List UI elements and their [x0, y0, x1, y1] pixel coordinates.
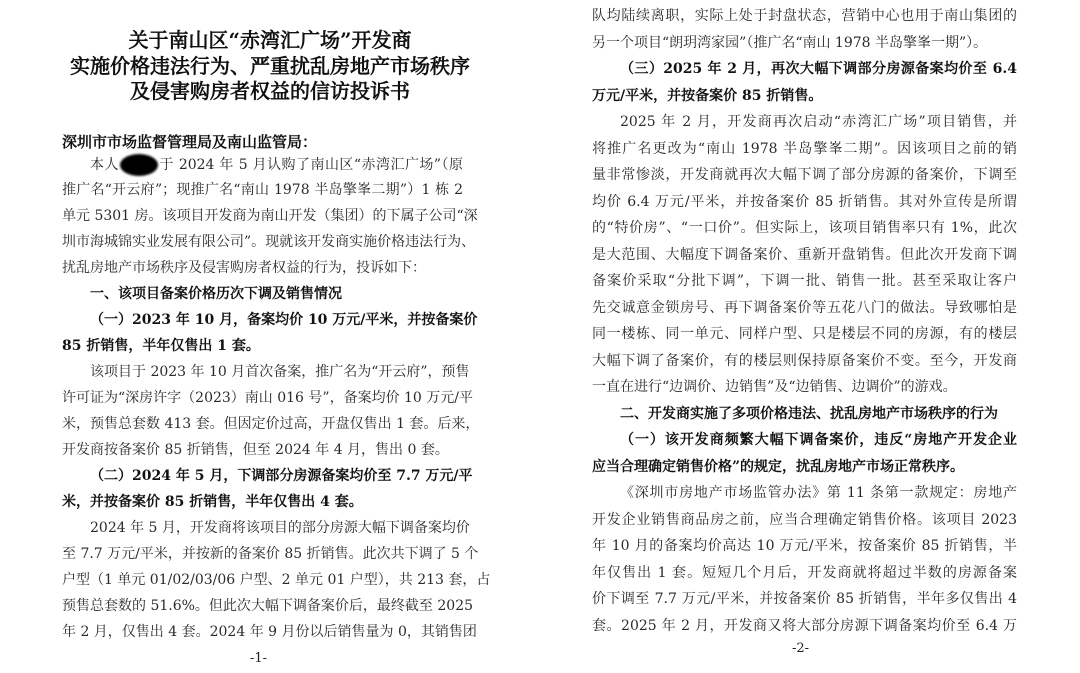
- body-line: 2025 年 2 月，开发商再次启动“赤湾汇广场”项目销售，并: [620, 114, 1017, 130]
- body-line: 备案价采取“分批下调”，下调一批、销售一批。甚至采取让客户: [592, 273, 1017, 289]
- body-line: 该项目于 2023 年 10 月首次备案，推广名为“开云府”，预售: [90, 364, 470, 380]
- body-line: 年 10 月的备案均价高达 10 万元/平米，按备案价 85 折销售，半: [592, 538, 1017, 554]
- body-line: 量非常惨淡，开发商就再次大幅下调了部分房源的备案价，下调至: [592, 167, 1017, 183]
- body-line: 年 2 月，仅售出 4 套。2024 年 9 月份以后销售量为 0，其销售团: [62, 624, 477, 640]
- body-line: 开发企业销售商品房之前，应当合理确定销售价格。该项目 2023: [592, 512, 1017, 528]
- section-heading: 二、开发商实施了多项价格违法、扰乱房地产市场秩序的行为: [620, 406, 998, 422]
- body-line: 大幅下调了备案价，有的楼层则保持原备案价不变。至今，开发商: [592, 353, 1017, 369]
- salutation: 深圳市市场监督管理局及南山监管局：: [62, 133, 318, 151]
- section-heading: 一、该项目备案价格历次下调及销售情况: [90, 286, 342, 302]
- body-line: 至 7.7 万元/平米，并按新的备案价 85 折销售。此次共下调了 5 个: [62, 546, 479, 562]
- body-line: 预售总套数的 51.6%。但此次大幅下调备案价后，最终截至 2025: [62, 598, 474, 614]
- body-line: 推广名“开云府”；现推广名“南山 1978 半岛擎峯二期”）1 栋 2: [62, 182, 463, 198]
- subsection-heading-line: （二）2024 年 5 月，下调部分房源备案均价至 7.7 万元/平: [90, 468, 473, 484]
- body-line: 套。2025 年 2 月，开发商又将大部分房源下调备案均价至 6.4 万: [592, 618, 1017, 634]
- body-line: 开发商按备案价 85 折销售，但至 2024 年 4 月，售出 0 套。: [62, 442, 449, 458]
- page-number: -2-: [792, 641, 810, 656]
- page-number: -1-: [250, 651, 268, 666]
- subsection-heading-line: 米，并按备案价 85 折销售，半年仅售出 4 套。: [62, 494, 363, 510]
- body-line: 是大范围、大幅度下调备案价、重新开盘销售。但此次开发商下调: [592, 247, 1017, 263]
- subsection-heading-line: 应当合理确定销售价格”的规定，扰乱房地产市场正常秩序。: [592, 459, 965, 475]
- subsection-heading-line: 85 折销售，半年仅售出 1 套。: [62, 338, 260, 354]
- body-line: 价下调至 7.7 万元/平米，并按备案价 85 折销售，半年多仅售出 4: [592, 591, 1017, 607]
- body-line: 米，预售总套数 413 套。但因定价过高，开盘仅售出 1 套。后来，: [62, 416, 480, 432]
- subsection-heading-line: 万元/平米，并按备案价 85 折销售。: [592, 88, 823, 104]
- first-line-rest: 于 2024 年 5 月认购了南山区“赤湾汇广场”（原: [158, 157, 464, 173]
- redaction-mark: [120, 154, 158, 176]
- body-line: 将推广名更改为“南山 1978 半岛擎峯二期”。因该项目之前的销: [592, 141, 1017, 157]
- body-line: 《深圳市房地产市场监管办法》第 11 条第一款规定：房地产: [620, 485, 1017, 501]
- body-line: 单元 5301 房。该项目开发商为南山开发（集团）的下属子公司“深: [62, 208, 478, 224]
- page-2: [540, 0, 1080, 673]
- body-line: 均价 6.4 万元/平米，并按备案价 85 折销售。其对外宣传是所谓: [592, 194, 1017, 210]
- first-line-prefix: 本人: [90, 157, 119, 173]
- body-line: 队均陆续离职，实际上处于封盘状态，营销中心也用于南山集团的: [592, 8, 1017, 24]
- doc-title-line-3: 及侵害购房者权益的信访投诉书: [130, 79, 410, 103]
- body-line: 年仅售出 1 套。短短几个月后，开发商就将超过半数的房源备案: [592, 565, 1017, 581]
- body-line: 另一个项目“朗玥湾家园”（推广名“南山 1978 半岛擎峯一期”）。: [592, 35, 988, 51]
- doc-title-line-2: 实施价格违法行为、严重扰乱房地产市场秩序: [70, 54, 470, 78]
- body-line: 的“特价房”、“一口价”。但实际上，该项目销售率只有 1%，此次: [592, 220, 1017, 236]
- body-line: [90, 154, 463, 174]
- subsection-heading-line: （一）该开发商频繁大幅下调备案价，违反“房地产开发企业: [620, 432, 1017, 448]
- body-line: 一直在进行“边调价、边销售”及“边销售、边调价”的游戏。: [592, 379, 957, 395]
- body-line: 同一楼栋、同一单元、同样户型、只是楼层不同的房源，有的楼层: [592, 326, 1017, 342]
- doc-title-line-1: 关于南山区“赤湾汇广场”开发商: [128, 28, 412, 52]
- body-line: 2024 年 5 月，开发商将该项目的部分房源大幅下调备案均价: [90, 520, 470, 536]
- subsection-heading-line: （一）2023 年 10 月，备案均价 10 万元/平米，并按备案价: [90, 312, 478, 328]
- body-line: 扰乱房地产市场秩序及侵害购房者权益的行为，投诉如下：: [62, 260, 426, 276]
- body-line: 先交诚意金锁房号、再下调备案价等五花八门的做法。导致哪怕是: [592, 300, 1017, 316]
- body-line: 许可证为“深房许字（2023）南山 016 号”，备案均价 10 万元/平: [62, 390, 473, 406]
- subsection-heading-line: （三）2025 年 2 月，再次大幅下调部分房源备案均价至 6.4: [620, 61, 1017, 77]
- body-line: 圳市海城锦实业发展有限公司”。现就该开发商实施价格违法行为、: [62, 234, 476, 250]
- body-line: 户型（1 单元 01/02/03/06 户型、2 单元 01 户型），共 213 套，占: [62, 572, 491, 588]
